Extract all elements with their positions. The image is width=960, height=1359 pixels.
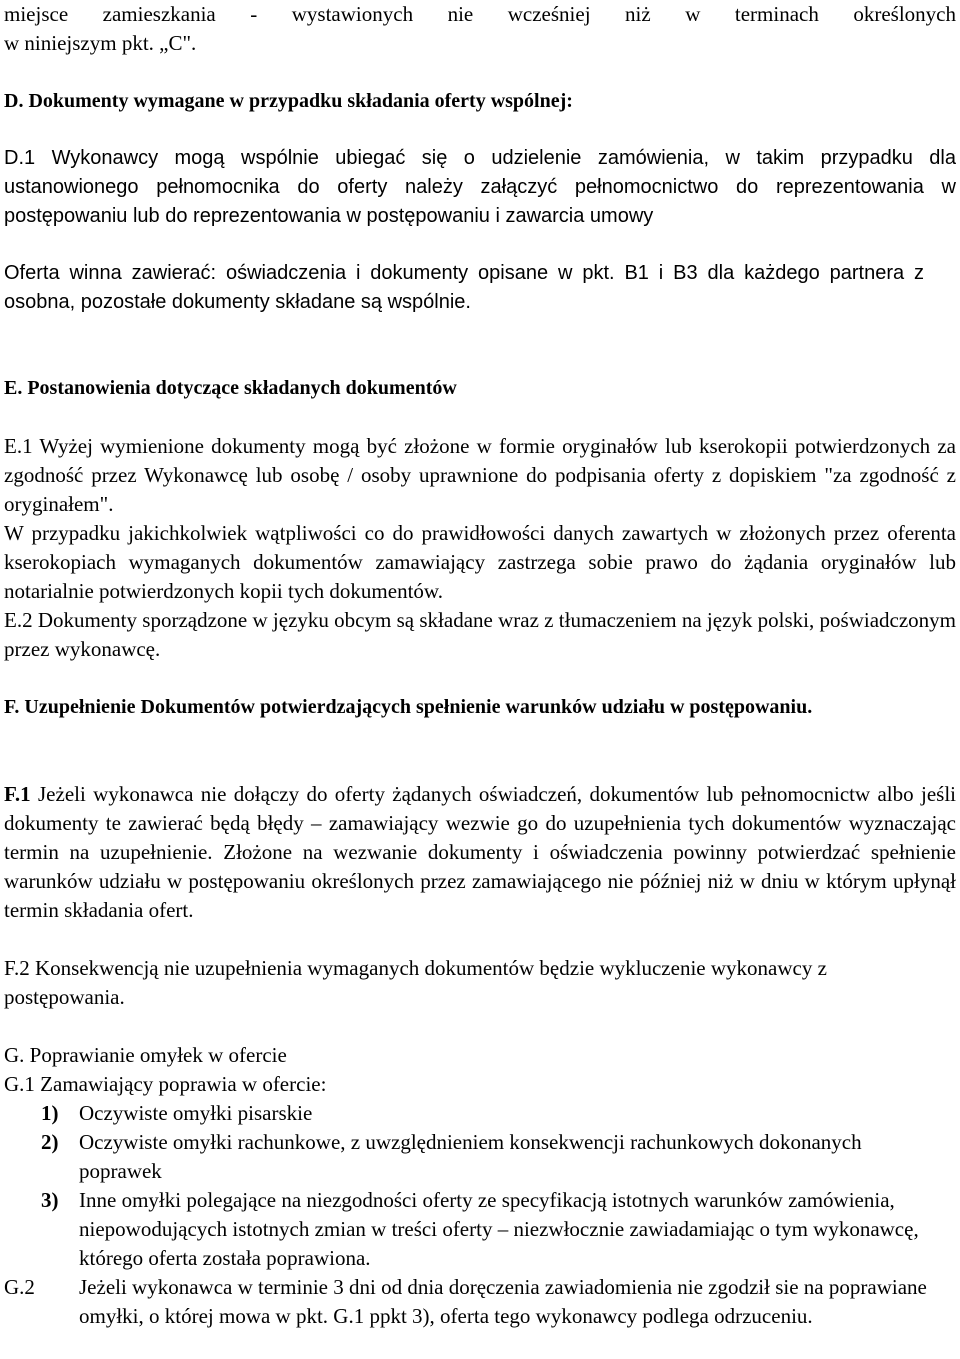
f1-label: F.1 xyxy=(4,782,31,806)
list-item-text: Oczywiste omyłki rachunkowe, z uwzględnieniem konsekwencji rachunkowych dokonanych poprawek xyxy=(79,1130,862,1183)
f1-text: Jeżeli wykonawca nie dołączy do oferty żądanych oświadczeń, dokumentów lub pełnomocnictw albo jeśli dokumenty te zawierać będą błędy – zamawiający wezwie go do uzupełnienia tych dokumentów wyznaczając termin na uzupełnienie. Złożone na wezwanie dokumenty i oświadczenia powinny potwierdzać spełnienie warunków udziału w postępowaniu określonych przez zamawiającego nie później niż w dniu w którym upłynął termin składania ofert. xyxy=(4,782,956,922)
list-item-text: Inne omyłki polegające na niezgodności oferty ze specyfikacją istotnych warunków zamówienia, niepowodujących istotnych zmian w treści oferty – niezwłocznie zawiadamiając o tym wykonawcę, którego oferta została poprawiona. xyxy=(79,1188,919,1270)
section-g1-intro: G.1 Zamawiający poprawia w ofercie: xyxy=(4,1072,327,1096)
list-item xyxy=(4,1128,914,1186)
section-d1-paragraph: D.1 Wykonawcy mogą wspólnie ubiegać się o udzielenie zamówienia, w takim przypadku dla ustanowionego pełnomocnika do oferty należy załączyć pełnomocnictwo do reprezentowania w postępowaniu lub do reprezentowania w postępowaniu i zawarcia umowy xyxy=(4,147,956,227)
section-e-heading: E. Postanowienia dotyczące składanych dokumentów xyxy=(4,377,457,399)
intro-line-2: w niniejszym pkt. „C". xyxy=(4,31,197,55)
list-item-number: 2) xyxy=(41,1130,59,1154)
g2-label: G.2 xyxy=(4,1275,35,1299)
list-item xyxy=(4,1186,954,1273)
g2-text: Jeżeli wykonawca w terminie 3 dni od dnia doręczenia zawiadomienia nie zgodził sie na poprawiane omyłki, o której mowa w pkt. G.1 ppkt 3), oferta tego wykonawcy podlega odrzuceniu. xyxy=(79,1275,927,1328)
section-e1-paragraph: E.1 Wyżej wymienione dokumenty mogą być złożone w formie oryginałów lub kserokopii potwierdzonych za zgodność przez Wykonawcę lub osobę / osoby uprawnione do podpisania oferty z dopiskiem "za zgodność z oryginałem". xyxy=(4,434,956,516)
list-item-number: 3) xyxy=(41,1188,59,1212)
section-g-heading: G. Poprawianie omyłek w ofercie xyxy=(4,1043,287,1067)
intro-line-1: miejsce zamieszkania - wystawionych nie wcześniej niż w terminach określonych xyxy=(4,2,956,26)
section-f1-paragraph xyxy=(4,780,956,925)
list-item-number: 1) xyxy=(41,1101,59,1125)
section-f-heading: F. Uzupełnienie Dokumentów potwierdzających spełnienie warunków udziału w postępowaniu. xyxy=(4,696,813,718)
section-f2-paragraph: F.2 Konsekwencją nie uzupełnienia wymaganych dokumentów będzie wykluczenie wykonawcy z postępowania. xyxy=(4,956,827,1009)
list-item xyxy=(4,1099,904,1128)
section-e2-paragraph: E.2 Dokumenty sporządzone w języku obcym są składane wraz z tłumaczeniem na język polski, poświadczonym przez wykonawcę. xyxy=(4,608,956,661)
section-g2-paragraph xyxy=(4,1273,949,1331)
doubts-paragraph: W przypadku jakichkolwiek wątpliwości co do prawidłowości danych zawartych w złożonych przez oferenta kserokopiach wymaganych dokumentów zamawiający zastrzega sobie prawo do żądania oryginałów lub notarialnie potwierdzonych kopii tych dokumentów. xyxy=(4,521,956,603)
offer-paragraph: Oferta winna zawierać: oświadczenia i dokumenty opisane w pkt. B1 i B3 dla każdego partnera z osobna, pozostałe dokumenty składane są wspólnie. xyxy=(4,262,924,313)
list-item-text: Oczywiste omyłki pisarskie xyxy=(79,1101,313,1125)
section-d-heading: D. Dokumenty wymagane w przypadku składania oferty wspólnej: xyxy=(4,90,573,112)
corrections-list xyxy=(4,1099,919,1273)
